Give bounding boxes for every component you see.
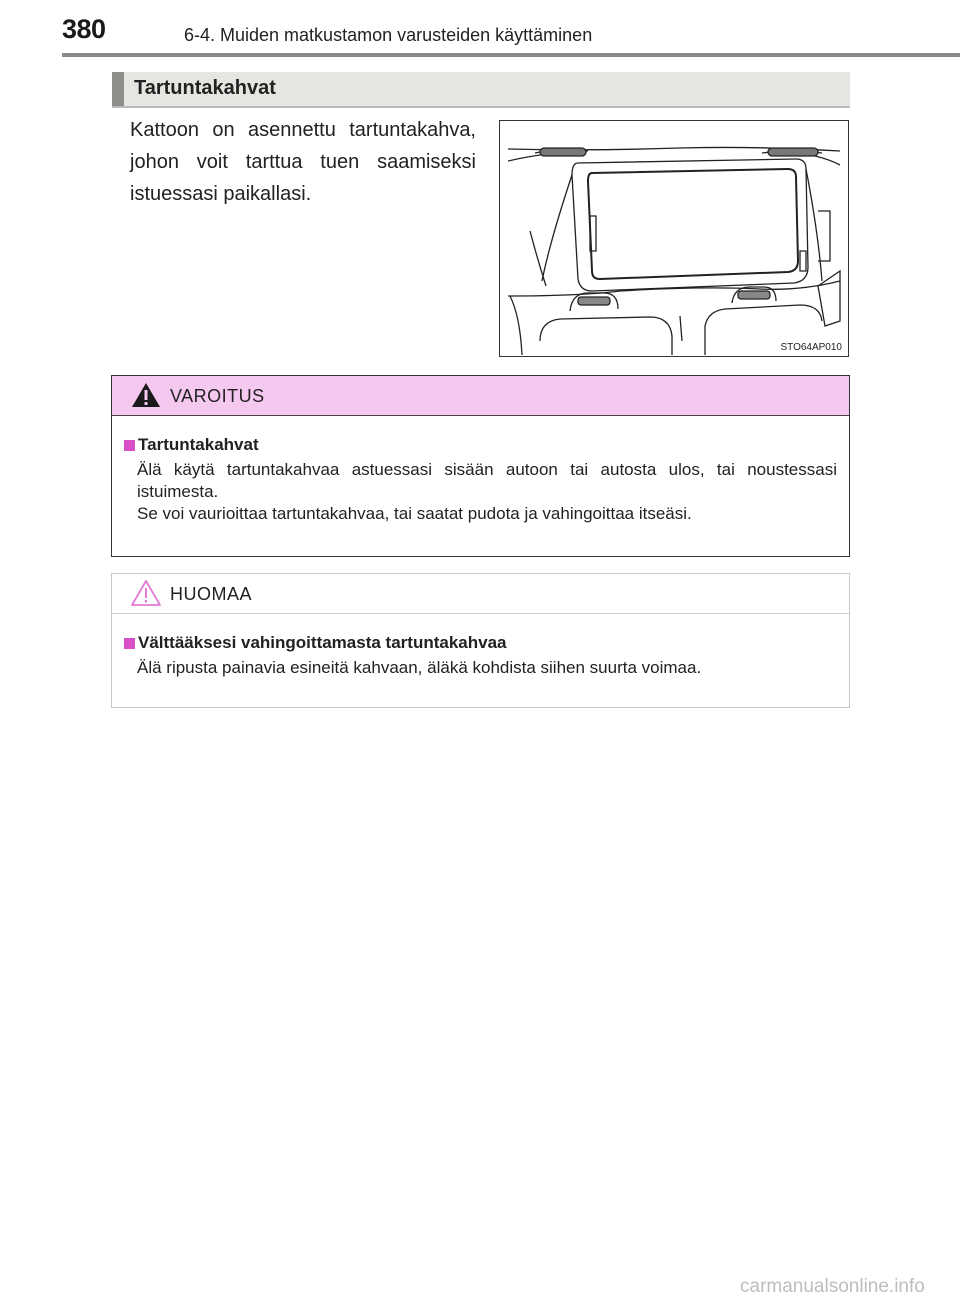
section-heading (112, 72, 850, 108)
section-heading-bar (112, 72, 124, 106)
notice-item-text (137, 657, 837, 679)
car-ceiling-illustration (500, 121, 847, 355)
warning-triangle-icon (130, 381, 162, 409)
warning-box (111, 375, 850, 557)
section-heading-label: Tartuntakahvat (134, 77, 276, 99)
notice-item-title: Välttääksesi vahingoittamasta tartuntakahvaa (138, 633, 507, 652)
section-body-text: Kattoon on asennettu tartuntakahva, johon voit tarttua tuen saamiseksi istuessasi paikallasi. (130, 119, 476, 205)
warning-item-text (137, 459, 837, 525)
warning-paragraph: Se voi vaurioittaa tartuntakahvaa, tai saatat pudota ja vahingoittaa itseäsi. (137, 504, 692, 523)
page-number: 380 (62, 14, 106, 44)
chapter-title: 6-4. Muiden matkustamon varusteiden käyttäminen (184, 25, 593, 45)
header-divider (62, 53, 960, 57)
warning-item-title: Tartuntakahvat (138, 435, 259, 454)
figure-code: STO64AP010 (780, 342, 842, 353)
watermark: carmanualsonline.info (740, 1276, 925, 1297)
notice-box (111, 573, 850, 708)
notice-paragraph: Älä ripusta painavia esineitä kahvaan, äläkä kohdista siihen suurta voimaa. (137, 658, 702, 677)
notice-title: HUOMAA (170, 584, 253, 604)
warning-title: VAROITUS (170, 386, 265, 406)
warning-paragraph: Älä käytä tartuntakahvaa astuessasi sisään autoon tai autosta ulos, tai noustessasi istuimesta. (137, 460, 837, 501)
figure-grab-handles (499, 120, 849, 357)
bullet-square-icon (124, 440, 135, 451)
notice-header (112, 574, 849, 614)
bullet-square-icon (124, 638, 135, 649)
caution-triangle-icon (130, 579, 162, 607)
warning-header (112, 376, 849, 416)
